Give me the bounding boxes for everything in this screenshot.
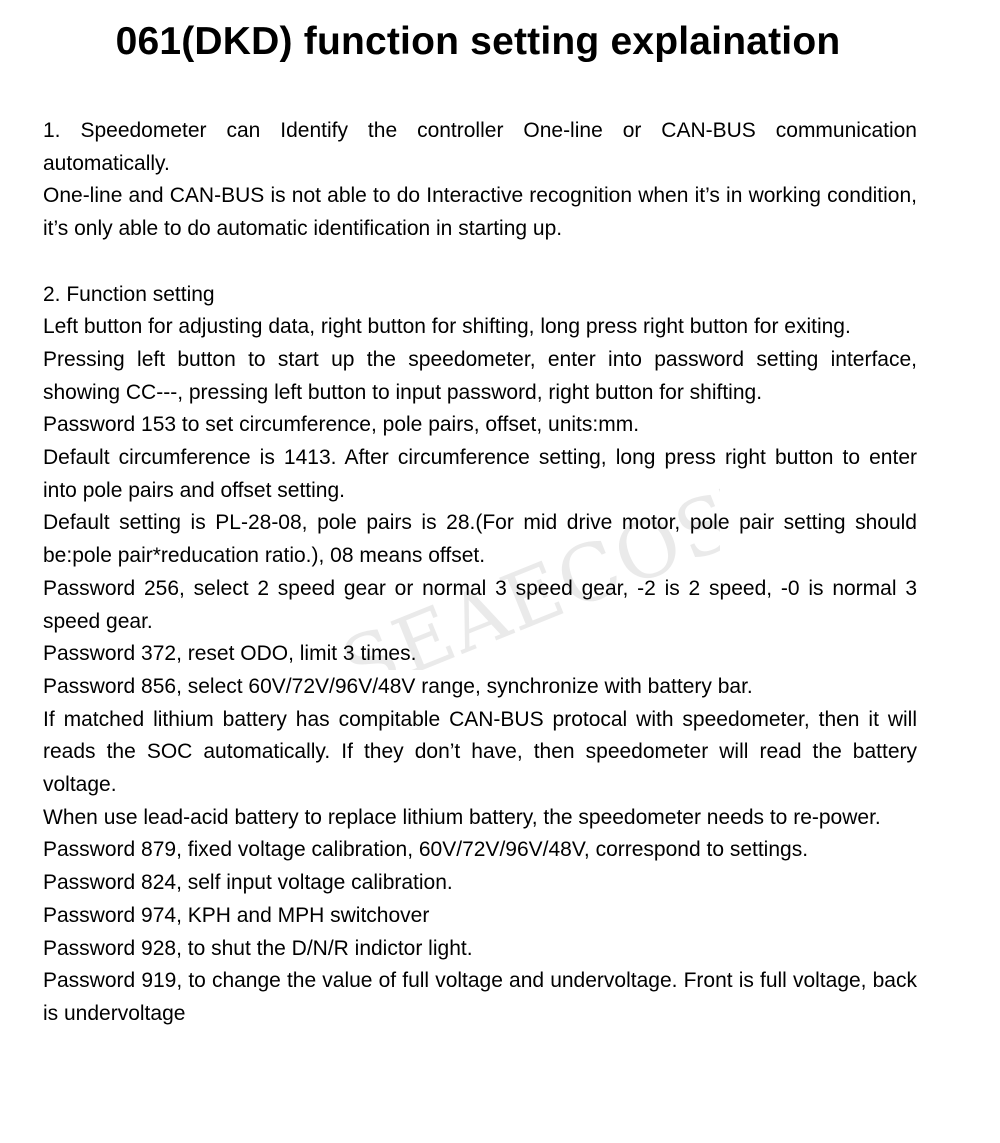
section2-paragraph: Default setting is PL-28-08, pole pairs is 28.(For mid drive motor, pole pair setting should be:pole pair*reducation ratio.), 08 means offset.: [43, 511, 917, 568]
section2-paragraph: Default circumference is 1413. After circumference setting, long press right button to enter into pole pairs and offset setting.: [43, 446, 917, 502]
section2-paragraph: When use lead-acid battery to replace lithium battery, the speedometer needs to re-power.: [43, 805, 881, 829]
section2-heading: 2. Function setting: [43, 282, 215, 306]
section1-paragraph-1: 1. Speedometer can Identify the controller One-line or CAN-BUS communication automatically.: [43, 119, 917, 175]
section2-paragraph: Password 879, fixed voltage calibration, 60V/72V/96V/48V, correspond to settings.: [43, 838, 809, 862]
section2-paragraph: Password 919, to change the value of full voltage and undervoltage. Front is full voltage, back is undervoltage: [43, 969, 917, 1025]
document-body: [43, 115, 917, 1031]
section2-paragraph: If matched lithium battery has compitable CAN-BUS protocal with speedometer, then it will reads the SOC automatically. If they don’t have, then speedometer will read the battery voltage.: [43, 707, 917, 797]
section2-paragraph: Password 856, select 60V/72V/96V/48V range, synchronize with battery bar.: [43, 674, 753, 698]
section2-paragraph: Password 256, select 2 speed gear or normal 3 speed gear, -2 is 2 speed, -0 is normal 3 speed gear.: [43, 576, 917, 633]
page-title: 061(DKD) function setting explaination: [115, 20, 841, 63]
section2-paragraph: Pressing left button to start up the speedometer, enter into password setting interface, showing CC---, pressing left button to input password, right button for shifting.: [43, 347, 917, 404]
section2-paragraph: Password 824, self input voltage calibration.: [43, 871, 453, 895]
section2-paragraph: Left button for adjusting data, right button for shifting, long press right button for exiting.: [43, 315, 851, 339]
section2-paragraph: Password 372, reset ODO, limit 3 times.: [43, 642, 417, 666]
section-spacer: [43, 246, 917, 279]
section2-paragraph: Password 928, to shut the D/N/R indictor light.: [43, 936, 473, 960]
section1-paragraph-2: One-line and CAN-BUS is not able to do Interactive recognition when it’s in working condition, it’s only able to do automatic identification in starting up.: [43, 184, 917, 241]
watermark-text: SEAECOSYS: [329, 470, 720, 670]
section2-paragraph: Password 974, KPH and MPH switchover: [43, 903, 430, 927]
section2-paragraph: Password 153 to set circumference, pole pairs, offset, units:mm.: [43, 413, 640, 437]
